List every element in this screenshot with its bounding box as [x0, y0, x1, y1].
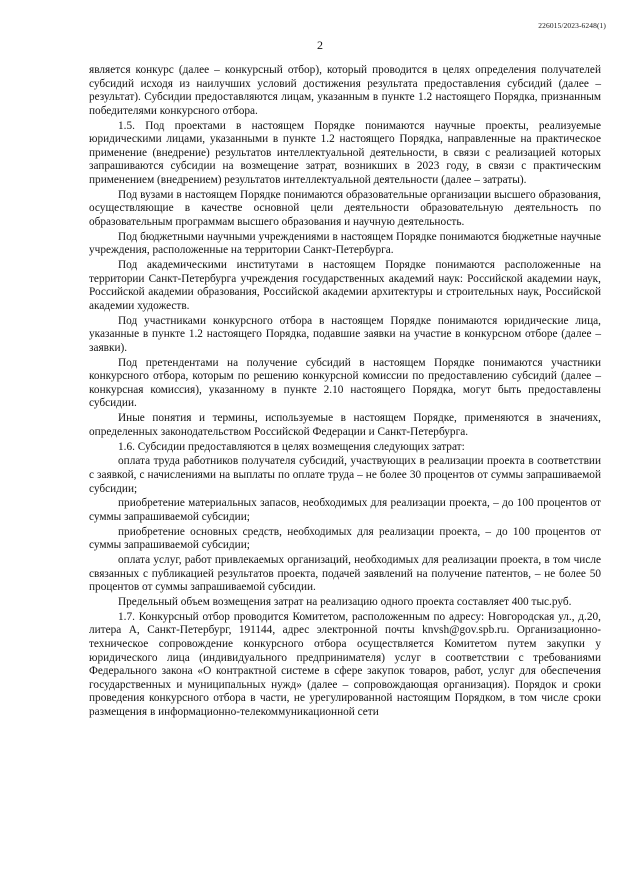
paragraph-competition-definition: является конкурс (далее – конкурсный отбор), который проводится в целях определения получателей субсидий исходя из наилучших условий достижения результата предоставления субсидий (далее – результат). Субсидии предоставляются лицам, указанным в пункте 1.2 настоящего Порядка, признанным победителями конкурсного отбора.	[89, 64, 601, 117]
paragraph-participants: Под участниками конкурсного отбора в настоящем Порядке понимаются юридические лица, указанные в пункте 1.2 настоящего Порядка, подавшие заявки на участие в конкурсном отборе (далее – заявки).	[89, 314, 601, 354]
document-body	[89, 64, 601, 721]
document-registration-number: 226015/2023-6248(1)	[538, 21, 606, 30]
paragraph-applicants: Под претендентами на получение субсидий в настоящем Порядке понимаются участники конкурсного отбора, которым по решению конкурсной комиссии по предоставлению субсидий (далее – конкурсная комиссия), указанному в пункте 2.10 настоящего Порядка, могут быть предоставлены субсидии.	[89, 356, 601, 410]
list-item-materials: приобретение материальных запасов, необходимых для реализации проекта, – до 100 процентов от суммы запрашиваемой субсидии;	[89, 497, 601, 523]
list-item-services: оплата услуг, работ привлекаемых организаций, необходимых для реализации проекта, в том числе связанных с публикацией результатов проекта, подачей заявлений на получение патентов, – не более 50 процентов от суммы запрашиваемой субсидии.	[89, 554, 601, 594]
list-item-labor-costs: оплата труда работников получателя субсидий, участвующих в реализации проекта в соответствии с заявкой, с начислениями на выплаты по оплате труда – не более 30 процентов от суммы запрашиваемой субсидии;	[89, 455, 601, 495]
paragraph-academic-institutes: Под академическими институтами в настоящем Порядке понимаются расположенные на территории Санкт-Петербурга учреждения государственных академий наук: Российской академии наук, Российской академии образования, Российской академии архитектуры и строительных наук, Российской академии художеств.	[89, 259, 601, 312]
paragraph-universities: Под вузами в настоящем Порядке понимаются образовательные организации высшего образования, осуществляющие в качестве основной цели деятельности образовательную деятельность по образовательным программам высшего образования и научную деятельность.	[89, 188, 601, 228]
list-item-fixed-assets: приобретение основных средств, необходимых для реализации проекта, – до 100 процентов от суммы запрашиваемой субсидии;	[89, 525, 601, 552]
paragraph-budget-institutions: Под бюджетными научными учреждениями в настоящем Порядке понимаются бюджетные научные учреждения, расположенные на территории Санкт-Петербурга.	[89, 230, 601, 257]
page-number: 2	[317, 38, 323, 52]
paragraph-other-terms: Иные понятия и термины, используемые в настоящем Порядке, применяются в значениях, определенных законодательством Российской Федерации и Санкт-Петербурга.	[89, 412, 601, 438]
paragraph-max-reimbursement: Предельный объем возмещения затрат на реализацию одного проекта составляет 400 тыс.руб.	[118, 596, 572, 608]
paragraph-1-6-subsidy-purposes: 1.6. Субсидии предоставляются в целях возмещения следующих затрат:	[118, 440, 465, 453]
paragraph-1-7-competition-procedure: 1.7. Конкурсный отбор проводится Комитетом, расположенным по адресу: Новгородская ул., д.20, литера А, Санкт-Петербург, 191144, адрес электронной почты knvsh@gov.spb.ru. Организационно-техническое сопровождение конкурсного отбора осуществляется Комитетом путем закупки у юридического лица (индивидуального предпринимателя) услуг в соответствии с требованиями Федерального закона «О контрактной системе в сфере закупок товаров, работ, услуг для обеспечения государственных и муниципальных нужд» (далее – сопровождающая организация). Порядок и сроки проведения конкурсного отбора в части, не урегулированной настоящим Порядком, в том числе сроки размещения в информационно-телекоммуникационной сети	[89, 610, 601, 718]
paragraph-1-5-projects: 1.5. Под проектами в настоящем Порядке понимаются научные проекты, реализуемые юридическими лицами, указанными в пункте 1.2 настоящего Порядка, направленные на практическое применение (внедрение) результатов интеллектуальной деятельности, в связи с реализацией которых запрашиваются субсидии на возмещение затрат, возникших в 2023 году, в связи с практическим применением (внедрением) результатов интеллектуальной деятельности (далее – затраты).	[89, 119, 601, 186]
